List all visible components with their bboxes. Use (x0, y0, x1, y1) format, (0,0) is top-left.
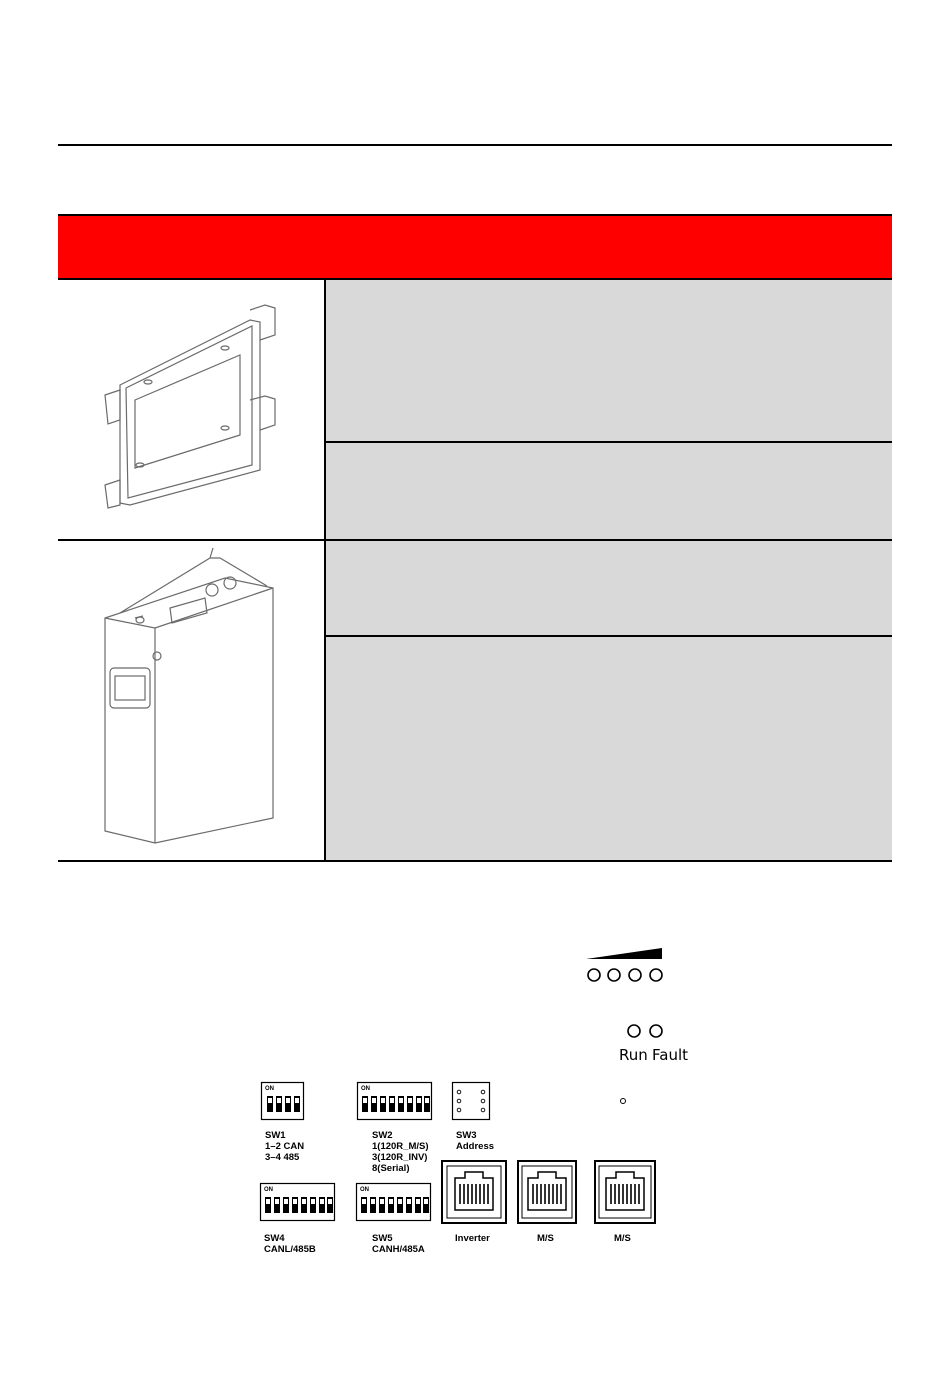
table-header-banner (58, 214, 892, 280)
sw5-desc: CANH/485A (372, 1244, 425, 1255)
table-bottom-rule (58, 860, 892, 862)
row2-cell-a (326, 541, 892, 635)
svg-text:ON: ON (360, 1187, 369, 1193)
sw4-dip-switch[interactable] (260, 1183, 335, 1221)
fault-label: Fault (652, 1046, 688, 1064)
sw5-label: SW5 (372, 1233, 393, 1244)
sw2-desc-line2: 3(120R_INV) (372, 1152, 428, 1163)
sw5-dip-switch[interactable] (356, 1183, 431, 1221)
run-led-icon (626, 1023, 642, 1039)
sw4-label: SW4 (264, 1233, 285, 1244)
ms-rj45-port-1[interactable] (517, 1160, 577, 1224)
row-divider (326, 635, 892, 637)
row2-cell-b (326, 637, 892, 860)
soc-led-group (586, 965, 666, 985)
ms-rj45-port-2[interactable] (594, 1160, 656, 1224)
sw4-desc: CANL/485B (264, 1244, 316, 1255)
column-divider (324, 280, 326, 862)
svg-text:ON: ON (361, 1086, 370, 1092)
row-divider (58, 539, 892, 541)
sw1-desc-line2: 3–4 485 (265, 1152, 300, 1163)
svg-text:ON: ON (264, 1187, 273, 1193)
sw3-address-switch[interactable] (452, 1082, 490, 1120)
row1-cell-a (326, 280, 892, 441)
sw3-desc: Address (456, 1141, 495, 1152)
sw1-desc-line1: 1–2 CAN (265, 1141, 305, 1152)
sw2-label: SW2 (372, 1130, 393, 1141)
sw2-desc-line1: 1(120R_M/S) (372, 1141, 429, 1152)
top-rule (58, 144, 892, 146)
run-label: Run (619, 1046, 648, 1064)
ms-port-2-label: M/S (614, 1233, 631, 1244)
mounting-bracket-image (100, 300, 280, 515)
reset-pinhole-icon (619, 1097, 627, 1105)
sw2-desc-line3: 8(Serial) (372, 1163, 410, 1174)
inverter-rj45-port[interactable] (441, 1160, 507, 1224)
battery-module-image (95, 548, 285, 848)
sw1-dip-switch[interactable] (261, 1082, 304, 1120)
sw1-label: SW1 (265, 1130, 286, 1141)
fault-led-icon (648, 1023, 664, 1039)
inverter-port-label: Inverter (455, 1233, 490, 1244)
sw2-dip-switch[interactable] (357, 1082, 432, 1120)
row1-cell-b (326, 443, 892, 539)
sw3-label: SW3 (456, 1130, 477, 1141)
soc-level-icon (586, 948, 666, 960)
row-divider (326, 441, 892, 443)
svg-text:ON: ON (265, 1086, 274, 1092)
ms-port-1-label: M/S (537, 1233, 554, 1244)
